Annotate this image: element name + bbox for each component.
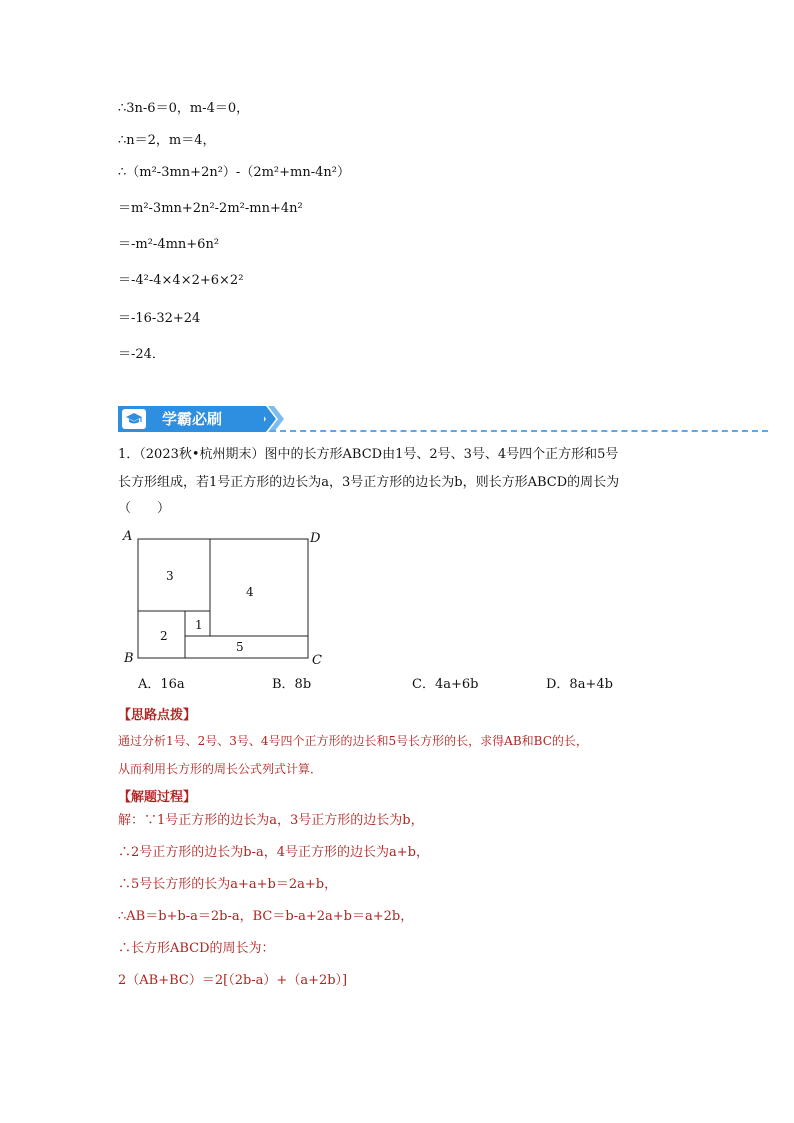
choice-b: B．8b [272,677,312,692]
chevron-right-icon [256,406,286,432]
choice-d: D．8a+4b [546,677,613,692]
rectangle-diagram [118,528,338,668]
corner-label-c: C [312,653,322,668]
derivation-line-1: ∴3n-6＝0，m-4＝0， [118,101,250,116]
hint-line-1: 通过分析1号、2号、3号、4号四个正方形的边长和5号长方形的长，求得AB和BC的长， [118,734,588,748]
section-banner [118,406,768,432]
choice-c: C．4a+6b [412,677,479,692]
region-label-3: 3 [166,569,174,583]
solution-line-3: ∴5号长方形的长为a+a+b＝2a+b， [118,877,338,892]
solution-line-1: 解：∵1号正方形的边长为a，3号正方形的边长为b， [118,813,424,828]
region-label-4: 4 [246,585,254,599]
region-label-5: 5 [236,640,244,654]
region-label-1: 1 [195,618,203,632]
derivation-line-3: ∴（m²-3mn+2n²）-（2m²+mn-4n²） [118,165,350,180]
derivation-line-5: ＝-m²-4mn+6n² [118,237,220,252]
region-label-2: 2 [160,629,168,643]
banner-box [118,406,264,432]
corner-label-a: A [123,529,133,544]
hint-line-2: 从而利用长方形的周长公式列式计算． [118,762,323,776]
solution-line-5: ∴长方形ABCD的周长为： [118,941,275,956]
solution-line-4: ∴AB＝b+b-a＝2b-a，BC＝b-a+2a+b＝a+2b， [118,909,414,924]
banner-title: 学霸必刷 [162,410,223,428]
question-line-3: （ ） [118,501,171,516]
solution-title: 【解题过程】 [118,790,197,805]
hint-title: 【思路点拨】 [118,708,197,723]
derivation-line-4: ＝m²-3mn+2n²-2m²-mn+4n² [118,201,303,216]
question-line-2: 长方形组成，若1号正方形的边长为a，3号正方形的边长为b，则长方形ABCD的周长为 [118,475,620,490]
solution-line-6: 2（AB+BC）＝2[（2b-a）+（a+2b）] [118,973,348,988]
solution-line-2: ∴2号正方形的边长为b-a，4号正方形的边长为a+b， [118,845,429,860]
derivation-line-8: ＝-24． [118,347,165,362]
derivation-line-7: ＝-16-32+24 [118,311,201,326]
derivation-line-2: ∴n＝2，m＝4， [118,133,216,148]
graduation-cap-icon [122,409,146,429]
corner-label-d: D [310,531,321,546]
corner-label-b: B [124,651,134,666]
banner-dashed-rule [270,430,768,432]
choice-a: A．16a [138,677,185,692]
question-line-1: 1．（2023秋•杭州期末）图中的长方形ABCD由1号、2号、3号、4号四个正方形和5号 [118,447,619,462]
derivation-line-6: ＝-4²-4×4×2+6×2² [118,273,244,288]
